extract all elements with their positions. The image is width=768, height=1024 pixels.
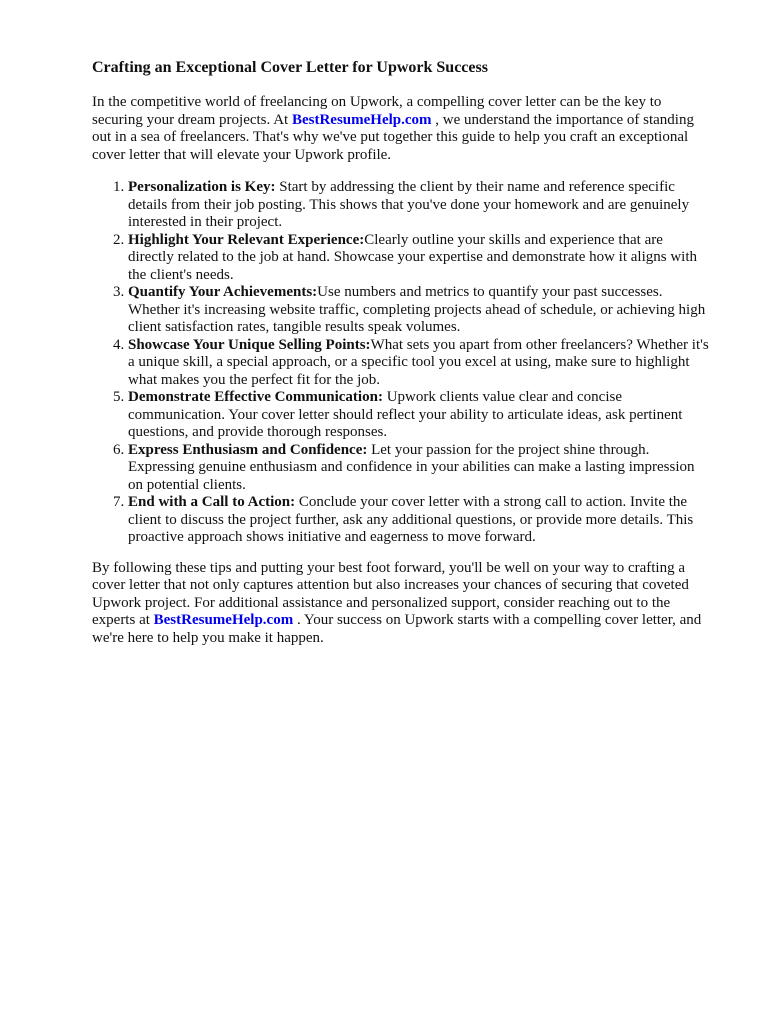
- tip-label: Highlight Your Relevant Experience:: [128, 231, 365, 248]
- tip-label: End with a Call to Action:: [128, 494, 296, 510]
- tip-label: Showcase Your Unique Selling Points:: [128, 336, 371, 353]
- intro-paragraph: [92, 94, 711, 164]
- brand-link[interactable]: BestResumeHelp.com: [291, 111, 432, 128]
- outro-paragraph: [92, 560, 711, 648]
- tip-label: Express Enthusiasm and Confidence:: [128, 441, 368, 458]
- outro-text-before: By following these tips and putting your best foot forward, you'll be well on your way to crafting a cover letter that not only captures attention but also increases your chances of securing that coveted Upwork project. For additional assistance and personalized support, consider reaching out to the experts at: [92, 559, 689, 628]
- tip-label: Personalization is Key:: [128, 179, 276, 195]
- tip-text: What sets you apart from other freelancers? Whether it's a unique skill, a special approach, or a specific tool you excel at using, make sure to highlight what makes you the perfect fit for the job.: [128, 336, 709, 388]
- intro-text-before: In the competitive world of freelancing on Upwork, a compelling cover letter can be the key to securing your dream projects. At: [92, 94, 662, 128]
- tips-list: [92, 179, 711, 547]
- list-item: [128, 337, 711, 390]
- brand-link[interactable]: BestResumeHelp.com: [153, 612, 294, 628]
- list-item: [128, 284, 711, 337]
- tip-label: Demonstrate Effective Communication:: [128, 389, 383, 405]
- page-title: Crafting an Exceptional Cover Letter for Upwork Success: [92, 59, 488, 76]
- tip-text: Start by addressing the client by their name and reference specific details from their job posting. This shows that you've done your homework and are genuinely interested in their project.: [128, 179, 690, 230]
- tip-text: Use numbers and metrics to quantify your past successes. Whether it's increasing website traffic, completing projects ahead of schedule, or achieving high client satisfaction rates, tangible results speak volumes.: [128, 284, 706, 335]
- tip-text: Upwork clients value clear and concise communication. Your cover letter should reflect your ability to articulate ideas, ask pertinent questions, and provide thorough responses.: [128, 389, 683, 440]
- list-item: [128, 179, 711, 232]
- tip-text: Clearly outline your skills and experience that are directly related to the job at hand. Showcase your expertise and demonstrate how it aligns with the client's needs.: [128, 231, 698, 283]
- list-item: [128, 442, 711, 495]
- tip-text: Let your passion for the project shine through. Expressing genuine enthusiasm and confidence in your abilities can make a lasting impression on potential clients.: [128, 441, 695, 493]
- list-item: [128, 232, 711, 285]
- intro-text-after: , we understand the importance of standing out in a sea of freelancers. That's why we've put together this guide to help you craft an exceptional cover letter that will elevate your Upwork profile.: [92, 111, 694, 163]
- tip-text: Conclude your cover letter with a strong call to action. Invite the client to discuss the project further, ask any additional questions, or provide more details. This proactive approach shows initiative and eagerness to move forward.: [128, 494, 694, 545]
- outro-text-after: . Your success on Upwork starts with a compelling cover letter, and we're here to help you make it happen.: [92, 612, 702, 646]
- list-item: [128, 494, 711, 547]
- tip-label: Quantify Your Achievements:: [128, 284, 318, 300]
- list-item: [128, 389, 711, 442]
